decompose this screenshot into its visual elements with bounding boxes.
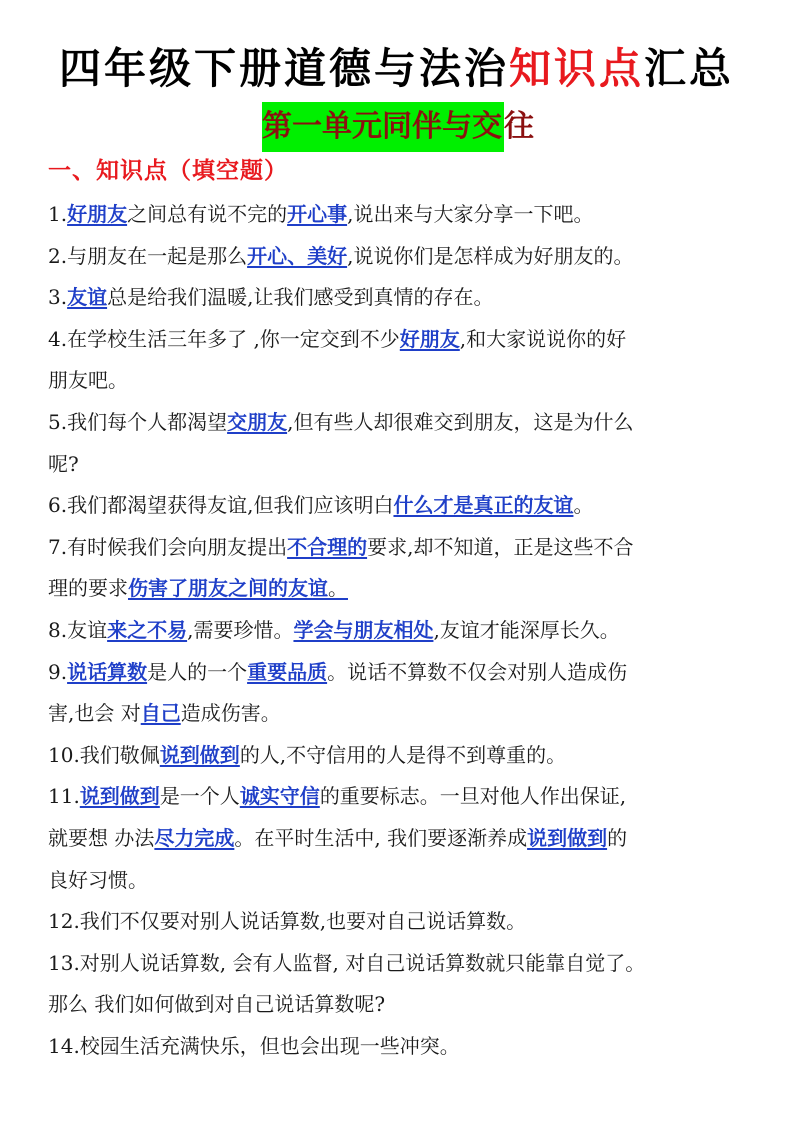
unit-heading-highlighted: 第一单元同伴与交: [262, 102, 504, 152]
answer-blank: 重要品质: [247, 659, 328, 684]
knowledge-list: [48, 194, 750, 1067]
line-text: 之间总有说不完的: [127, 202, 288, 226]
answer-blank: 伤害了朋友之间的友谊: [128, 576, 328, 601]
line-text: 9.: [48, 659, 68, 684]
line-text: 理的要求: [48, 576, 128, 601]
underlined-text: 。: [328, 576, 348, 601]
answer-blank: 什么才是真正的友谊: [393, 493, 574, 518]
text-line: [48, 693, 750, 735]
title-main: 四年级下册道德与法治: [58, 44, 509, 93]
text-line: [48, 776, 750, 818]
answer-blank: 不合理的: [287, 534, 368, 559]
line-text: 的人,不守信用的人是得不到尊重的。: [239, 742, 567, 767]
line-text: 是一个人: [159, 784, 240, 809]
section-heading: 一、知识点（填空题）: [48, 158, 288, 184]
line-text: 12.我们不仅要对别人说话算数,也要对自己说话算数。: [48, 909, 527, 934]
text-line: [48, 568, 750, 610]
line-text: 14.校园生活充满快乐，但也会出现一些冲突。: [48, 1033, 460, 1058]
answer-blank: 友谊: [67, 285, 108, 310]
line-text: 呢?: [48, 451, 79, 476]
line-text: ,和大家说说你的好: [459, 326, 627, 351]
title-highlight: 知识点: [508, 44, 644, 93]
text-line: [48, 444, 750, 486]
line-text: 8.友谊: [48, 617, 108, 642]
text-line: [48, 1026, 750, 1068]
line-text: 。在平时生活中, 我们要逐渐养成: [234, 825, 528, 850]
text-line: [48, 527, 750, 569]
text-line: [48, 818, 750, 860]
answer-blank: 说到做到: [79, 784, 160, 809]
line-text: 1.: [48, 202, 68, 226]
page-title: [0, 36, 793, 96]
text-line: [48, 984, 750, 1026]
text-line: [48, 943, 750, 985]
answer-blank: 诚实守信: [239, 784, 320, 809]
line-text: 良好习惯。: [48, 867, 148, 892]
line-text: 要求,却不知道，正是这些不合: [367, 534, 634, 559]
line-text: 11.: [48, 784, 80, 809]
line-text: 13.对别人说话算数, 会有人监督, 对自己说话算数就只能靠自觉了。: [48, 950, 646, 975]
line-text: 3.: [48, 285, 68, 310]
text-line: [48, 901, 750, 943]
text-line: [48, 277, 750, 319]
answer-blank: 自己: [140, 701, 181, 726]
text-line: [48, 735, 750, 777]
line-text: 朋友吧。: [48, 368, 128, 393]
line-text: 6.我们都渴望获得友谊,但我们应该明白: [48, 493, 394, 518]
line-text: 总是给我们温暖,让我们感受到真情的存在。: [107, 285, 494, 310]
answer-blank: 开心、美好: [247, 243, 348, 268]
text-line: [48, 319, 750, 361]
answer-blank: 说到做到: [159, 742, 240, 767]
line-text: ,友谊才能深厚长久。: [433, 617, 620, 642]
text-line: [48, 610, 750, 652]
line-text: 是人的一个: [147, 659, 248, 684]
line-text: ,说说你们是怎样成为好朋友的。: [347, 243, 634, 268]
answer-blank: 说话算数: [67, 659, 148, 684]
unit-heading-tail: 往: [504, 109, 534, 144]
text-line: [48, 236, 750, 278]
answer-blank: 好朋友: [67, 202, 128, 226]
line-text: 的重要标志。一旦对他人作出保证,: [319, 784, 627, 809]
answer-blank: 说到做到: [527, 825, 608, 850]
title-tail: 汇总: [644, 44, 735, 93]
text-line: [48, 360, 750, 402]
answer-blank: 学会与朋友相处: [293, 617, 434, 642]
line-text: ,说出来与大家分享一下吧。: [347, 202, 594, 226]
answer-blank: 交朋友: [227, 409, 288, 434]
answer-blank: 好朋友: [399, 326, 460, 351]
text-line: [48, 652, 750, 694]
line-text: 害,也会 对: [48, 701, 141, 726]
text-line: [48, 485, 750, 527]
line-text: 4.在学校生活三年多了 ,你一定交到不少: [48, 326, 400, 351]
text-line: [48, 860, 750, 902]
line-text: 的: [607, 825, 628, 850]
line-text: 10.我们敬佩: [48, 742, 160, 767]
line-text: 7.有时候我们会向朋友提出: [48, 534, 288, 559]
line-text: ,但有些人却很难交到朋友，这是为什么: [287, 409, 634, 434]
text-line: [48, 194, 750, 236]
line-text: 就要想 办法: [48, 825, 155, 850]
line-text: 。说话不算数不仅会对别人造成伤: [327, 659, 628, 684]
answer-blank: 开心事: [287, 202, 348, 226]
answer-blank: 尽力完成: [154, 825, 235, 850]
line-text: 。: [573, 493, 594, 518]
unit-heading: [262, 102, 534, 152]
line-text: 5.我们每个人都渴望: [48, 409, 228, 434]
text-line: [48, 402, 750, 444]
line-text: ,需要珍惜。: [187, 617, 294, 642]
line-text: 那么 我们如何做到对自己说话算数呢?: [48, 992, 386, 1017]
answer-blank: 来之不易: [107, 617, 188, 642]
line-text: 造成伤害。: [180, 701, 281, 726]
line-text: 2.与朋友在一起是那么: [48, 243, 248, 268]
